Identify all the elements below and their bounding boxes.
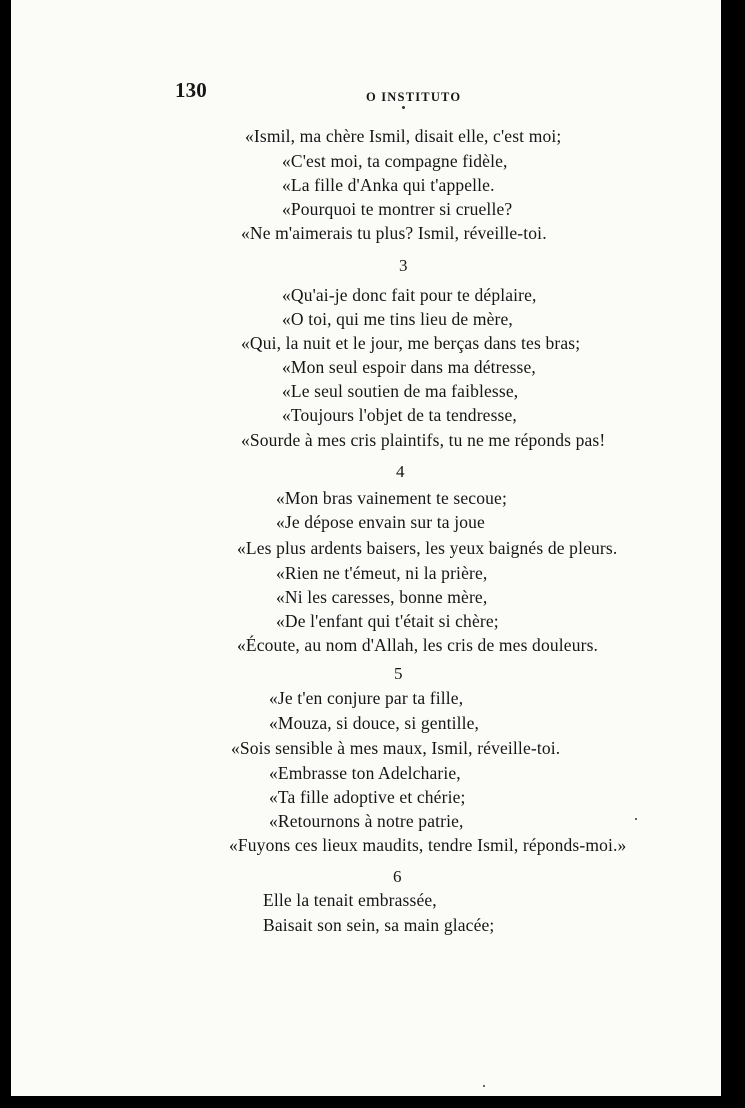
verse-line: «Ta fille adoptive et chérie; — [269, 787, 466, 807]
verse-line: «Sois sensible à mes maux, Ismil, réveille-toi. — [231, 738, 561, 758]
verse-line: «Les plus ardents baisers, les yeux baignés de pleurs. — [237, 538, 618, 558]
running-title: O INSTITUTO — [366, 90, 462, 104]
verse-line: «Mon bras vainement te secoue; — [276, 488, 507, 508]
verse-line: «Retournons à notre patrie, — [269, 811, 464, 831]
verse-line: «Le seul soutien de ma faiblesse, — [282, 381, 519, 401]
verse-line: «Sourde à mes cris plaintifs, tu ne me réponds pas! — [241, 430, 606, 450]
verse-line: «C'est moi, ta compagne fidèle, — [282, 151, 508, 171]
book-page — [11, 0, 721, 1096]
verse-line: «Mouza, si douce, si gentille, — [269, 713, 480, 733]
verse-line: «Qui, la nuit et le jour, me berças dans tes bras; — [241, 333, 581, 353]
verse-line: «De l'enfant qui t'était si chère; — [276, 611, 499, 631]
verse-line: Baisait son sein, sa main glacée; — [263, 915, 495, 935]
verse-line: «O toi, qui me tins lieu de mère, — [282, 309, 513, 329]
verse-line: «Fuyons ces lieux maudits, tendre Ismil, réponds-moi.» — [229, 835, 627, 855]
verse-line: «Rien ne t'émeut, ni la prière, — [276, 563, 488, 583]
verse-line: «La fille d'Anka qui t'appelle. — [282, 175, 495, 195]
verse-line: «Embrasse ton Adelcharie, — [269, 763, 461, 783]
ornament-dot — [402, 106, 405, 109]
verse-line: «Ismil, ma chère Ismil, disait elle, c'est moi; — [245, 126, 562, 146]
page-number: 130 — [175, 78, 207, 102]
stanza-number: 4 — [396, 462, 405, 481]
verse-line: «Je dépose envain sur ta joue — [276, 512, 485, 532]
verse-line: Elle la tenait embrassée, — [263, 890, 437, 910]
verse-line: «Je t'en conjure par ta fille, — [269, 688, 464, 708]
verse-line: «Pourquoi te montrer si cruelle? — [282, 199, 513, 219]
verse-line: «Ni les caresses, bonne mère, — [276, 587, 488, 607]
stanza-number: 5 — [394, 664, 403, 683]
verse-line: «Qu'ai-je donc fait pour te déplaire, — [282, 285, 537, 305]
speck — [483, 1085, 485, 1087]
speck — [635, 818, 637, 820]
verse-line: «Toujours l'objet de ta tendresse, — [282, 405, 517, 425]
verse-line: «Ne m'aimerais tu plus? Ismil, réveille-toi. — [241, 223, 547, 243]
verse-line: «Mon seul espoir dans ma détresse, — [282, 357, 536, 377]
stanza-number: 6 — [393, 867, 402, 886]
stanza-number: 3 — [399, 256, 408, 275]
verse-line: «Écoute, au nom d'Allah, les cris de mes douleurs. — [237, 635, 599, 655]
